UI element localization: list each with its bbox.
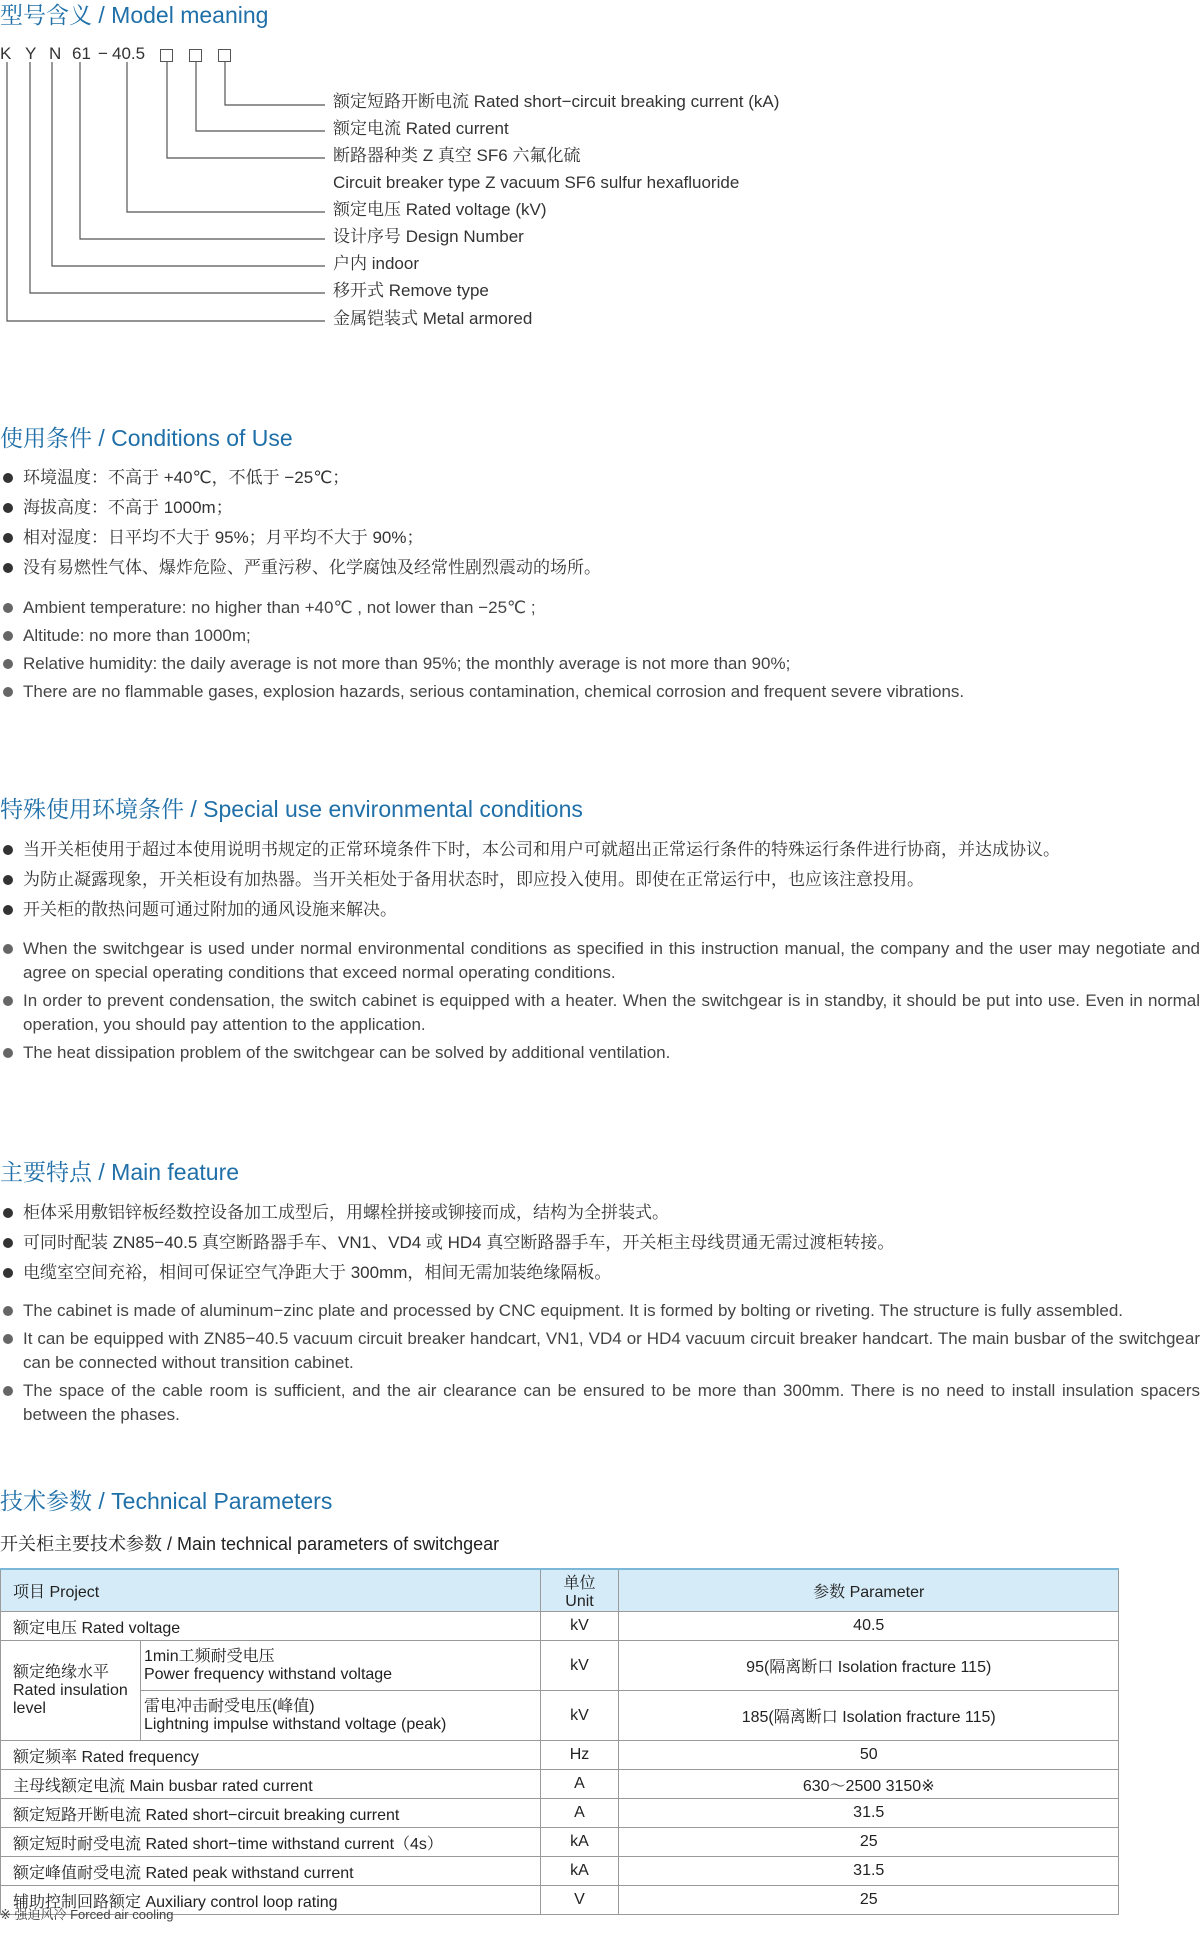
- list-item: 可同时配装 ZN85−40.5 真空断路器手车、VN1、VD4 或 HD4 真空断路器手车，开关柜主母线贯通无需过渡柜转接。: [0, 1231, 1200, 1255]
- cell-value: 25: [619, 1828, 1119, 1857]
- table-footnote: ※ 强迫风冷 Forced air cooling: [0, 1907, 174, 1922]
- legend-rated-voltage: 额定电压 Rated voltage (kV): [333, 200, 547, 219]
- cell-unit: kV: [540, 1612, 619, 1641]
- cell-unit: kA: [540, 1857, 619, 1886]
- cell-unit: A: [540, 1770, 619, 1799]
- table-row: [1, 1857, 1119, 1886]
- code-voltage: 40.5: [112, 44, 146, 63]
- conditions-en-list: [0, 596, 1200, 704]
- list-item: When the switchgear is used under normal environmental conditions as specified in this instruction manual, the company and the user may negotiate and agree on special operating conditions that exceed normal operating conditions.: [0, 937, 1200, 985]
- cell-value: 95(隔离断口 Isolation fracture 115): [619, 1641, 1119, 1691]
- cell-unit: V: [540, 1886, 619, 1915]
- cell-power-frequency: [140, 1641, 540, 1691]
- cell-value: 185(隔离断口 Isolation fracture 115): [619, 1691, 1119, 1741]
- power-frequency-cn: 1min工频耐受电压: [143, 1647, 275, 1665]
- code-letter-k: K: [0, 44, 12, 63]
- code-letter-y: Y: [25, 44, 37, 63]
- cell-unit: kV: [540, 1691, 619, 1741]
- list-item: The heat dissipation problem of the switchgear can be solved by additional ventilation.: [0, 1041, 1200, 1065]
- list-item: 柜体采用敷铝锌板经数控设备加工成型后，用螺栓拼接或铆接而成，结构为全拼装式。: [0, 1201, 1200, 1225]
- insulation-label-en2: level: [13, 1699, 46, 1717]
- header-parameter: 参数 Parameter: [619, 1569, 1119, 1612]
- cell-unit: kA: [540, 1828, 619, 1857]
- code-letter-n: N: [49, 44, 62, 63]
- cell-project: 额定峰值耐受电流 Rated peak withstand current: [1, 1857, 541, 1886]
- header-unit: 单位 Unit: [540, 1569, 619, 1612]
- section-title-conditions: 使用条件 / Conditions of Use: [0, 425, 293, 451]
- insulation-label-en1: Rated insulation: [13, 1681, 128, 1699]
- list-item: It can be equipped with ZN85−40.5 vacuum circuit breaker handcart, VN1, VD4 or HD4 vacuum circuit breaker handcart. The main busbar of the switchgear can be connected without transition cabinet.: [0, 1327, 1200, 1375]
- cell-value: 31.5: [619, 1799, 1119, 1828]
- list-item: Ambient temperature: no higher than +40℃ , not lower than −25℃ ;: [0, 596, 1200, 620]
- list-item: 开关柜的散热问题可通过附加的通风设施来解决。: [0, 898, 1200, 922]
- features-en-list: [0, 1299, 1200, 1427]
- table-header-row: [1, 1569, 1119, 1612]
- list-item: The cabinet is made of aluminum−zinc plate and processed by CNC equipment. It is formed by bolting or riveting. The structure is fully assembled.: [0, 1299, 1200, 1323]
- table-row: [1, 1612, 1119, 1641]
- table-row: [1, 1691, 1119, 1741]
- legend-indoor: 户内 indoor: [333, 254, 419, 273]
- legend-design-number: 设计序号 Design Number: [333, 227, 524, 246]
- lightning-impulse-cn: 雷电冲击耐受电压(峰值): [143, 1697, 315, 1715]
- cell-value: 25: [619, 1886, 1119, 1915]
- table-subtitle: 开关柜主要技术参数 / Main technical parameters of switchgear: [0, 1534, 500, 1554]
- cell-project: 辅助控制回路额定 Auxiliary control loop rating: [1, 1886, 541, 1915]
- list-item: Relative humidity: the daily average is not more than 95%; the monthly average is not more than 90%;: [0, 652, 1200, 676]
- cell-project: 额定短时耐受电流 Rated short−time withstand current（4s）: [1, 1828, 541, 1857]
- section-title-special: 特殊使用环境条件 / Special use environmental conditions: [0, 796, 583, 822]
- list-item: 海拔高度：不高于 1000m；: [0, 496, 1200, 520]
- list-item: 没有易燃性气体、爆炸危险、严重污秽、化学腐蚀及经常性剧烈震动的场所。: [0, 556, 1200, 580]
- cell-value: 31.5: [619, 1857, 1119, 1886]
- section-title-technical: 技术参数 / Technical Parameters: [0, 1488, 333, 1514]
- section-title-features: 主要特点 / Main feature: [0, 1159, 240, 1185]
- power-frequency-en: Power frequency withstand voltage: [143, 1665, 393, 1683]
- legend-remove-type: 移开式 Remove type: [333, 281, 489, 300]
- cell-project: 额定电压 Rated voltage: [1, 1612, 541, 1641]
- cell-unit: kV: [540, 1641, 619, 1691]
- legend-breaker-type-cn: 断路器种类 Z 真空 SF6 六氟化硫: [333, 146, 581, 165]
- list-item: 为防止凝露现象，开关柜设有加热器。当开关柜处于备用状态时，即应投入使用。即使在正常运行中，也应该注意投用。: [0, 868, 1200, 892]
- special-en-list: [0, 937, 1200, 1065]
- model-legend-lines: [0, 0, 340, 340]
- cell-unit: Hz: [540, 1741, 619, 1770]
- table-row: [1, 1770, 1119, 1799]
- legend-rated-current: 额定电流 Rated current: [333, 119, 509, 138]
- legend-breaker-type-en: Circuit breaker type Z vacuum SF6 sulfur hexafluoride: [333, 173, 740, 192]
- cell-project: 主母线额定电流 Main busbar rated current: [1, 1770, 541, 1799]
- cell-insulation-label: [1, 1641, 141, 1741]
- conditions-cn-list: [0, 466, 1200, 580]
- header-project: 项目 Project: [1, 1569, 541, 1612]
- special-cn-list: [0, 838, 1200, 922]
- list-item: 电缆室空间充裕，相间可保证空气净距大于 300mm，相间无需加装绝缘隔板。: [0, 1261, 1200, 1285]
- table-row: [1, 1828, 1119, 1857]
- section-title-model: 型号含义 / Model meaning: [0, 2, 269, 28]
- cell-project: 额定频率 Rated frequency: [1, 1741, 541, 1770]
- table-row: [1, 1799, 1119, 1828]
- cell-value: 50: [619, 1741, 1119, 1770]
- code-dash: −: [98, 44, 108, 63]
- cell-project: 额定短路开断电流 Rated short−circuit breaking current: [1, 1799, 541, 1828]
- cell-value: 630～2500 3150※: [619, 1770, 1119, 1799]
- list-item: There are no flammable gases, explosion hazards, serious contamination, chemical corrosion and frequent severe vibrations.: [0, 680, 1200, 704]
- cell-unit: A: [540, 1799, 619, 1828]
- code-design-number: 61: [72, 44, 91, 63]
- list-item: In order to prevent condensation, the switch cabinet is equipped with a heater. When the switchgear is in standby, it should be put into use. Even in normal operation, you should pay attention to the application.: [0, 989, 1200, 1037]
- cell-value: 40.5: [619, 1612, 1119, 1641]
- features-cn-list: [0, 1201, 1200, 1285]
- insulation-label-cn: 额定绝缘水平: [13, 1663, 110, 1681]
- table-row: [1, 1741, 1119, 1770]
- cell-lightning-impulse: [140, 1691, 540, 1741]
- list-item: 环境温度：不高于 +40℃，不低于 −25℃；: [0, 466, 1200, 490]
- technical-parameters-table: [0, 1568, 1119, 1915]
- list-item: 相对湿度：日平均不大于 95%；月平均不大于 90%；: [0, 526, 1200, 550]
- legend-metal-armored: 金属铠装式 Metal armored: [333, 309, 533, 328]
- legend-breaking-current: 额定短路开断电流 Rated short−circuit breaking current (kA): [333, 92, 780, 111]
- list-item: The space of the cable room is sufficient, and the air clearance can be ensured to be more than 300mm. There is no need to install insulation spacers between the phases.: [0, 1379, 1200, 1427]
- list-item: Altitude: no more than 1000m;: [0, 624, 1200, 648]
- lightning-impulse-en: Lightning impulse withstand voltage (peak): [143, 1715, 447, 1733]
- table-row: [1, 1641, 1119, 1691]
- list-item: 当开关柜使用于超过本使用说明书规定的正常环境条件下时，本公司和用户可就超出正常运行条件的特殊运行条件进行协商，并达成协议。: [0, 838, 1200, 862]
